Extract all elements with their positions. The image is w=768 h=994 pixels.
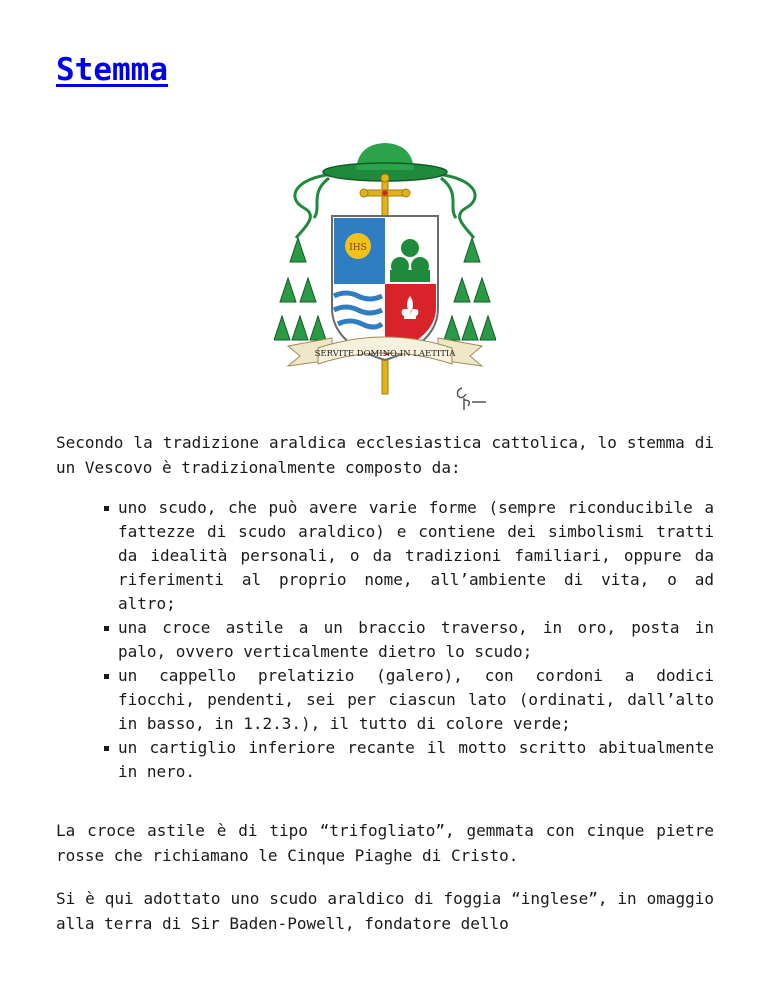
page-title-link[interactable]: Stemma: [56, 52, 168, 88]
ihs-monogram: IHS: [349, 243, 367, 253]
motto-text: SERVITE DOMINO IN LAETITIA: [314, 349, 456, 359]
left-tassels: [274, 238, 326, 340]
shield-paragraph: Si è qui adottato uno scudo araldico di foggia “inglese”, in omaggio alla terra di Sir Baden-Powell, fondatore dello: [56, 889, 714, 933]
list-item: una croce astile a un braccio traverso, in oro, posta in palo, ovvero verticalmente dietro lo scudo;: [118, 616, 714, 664]
bishop-coat-of-arms: [274, 138, 496, 414]
list-item: un cartiglio inferiore recante il motto scritto abitualmente in nero.: [118, 736, 714, 784]
list-item: uno scudo, che può avere varie forme (sempre riconducibile a fattezze di scudo araldico) e contiene dei simbolismi tratti da idealità personali, o da tradizioni familiari, oppure da riferimenti al proprio nome, all’ambiente di vita, o ad altro;: [118, 496, 714, 616]
right-tassels: [444, 238, 496, 340]
crest-elements-list: [118, 496, 714, 784]
list-item: un cappello prelatizio (galero), con cordoni a dodici fiocchi, pendenti, sei per ciascun lato (ordinati, dall’alto in basso, in 1.2.3.), il tutto di colore verde;: [118, 664, 714, 736]
intro-paragraph: Secondo la tradizione araldica ecclesiastica cattolica, lo stemma di un Vescovo è tradizionalmente composto da:: [56, 433, 714, 477]
artist-signature: [458, 388, 487, 410]
cross-paragraph: La croce astile è di tipo “trifogliato”, gemmata con cinque pietre rosse che richiamano le Cinque Piaghe di Cristo.: [56, 821, 714, 865]
